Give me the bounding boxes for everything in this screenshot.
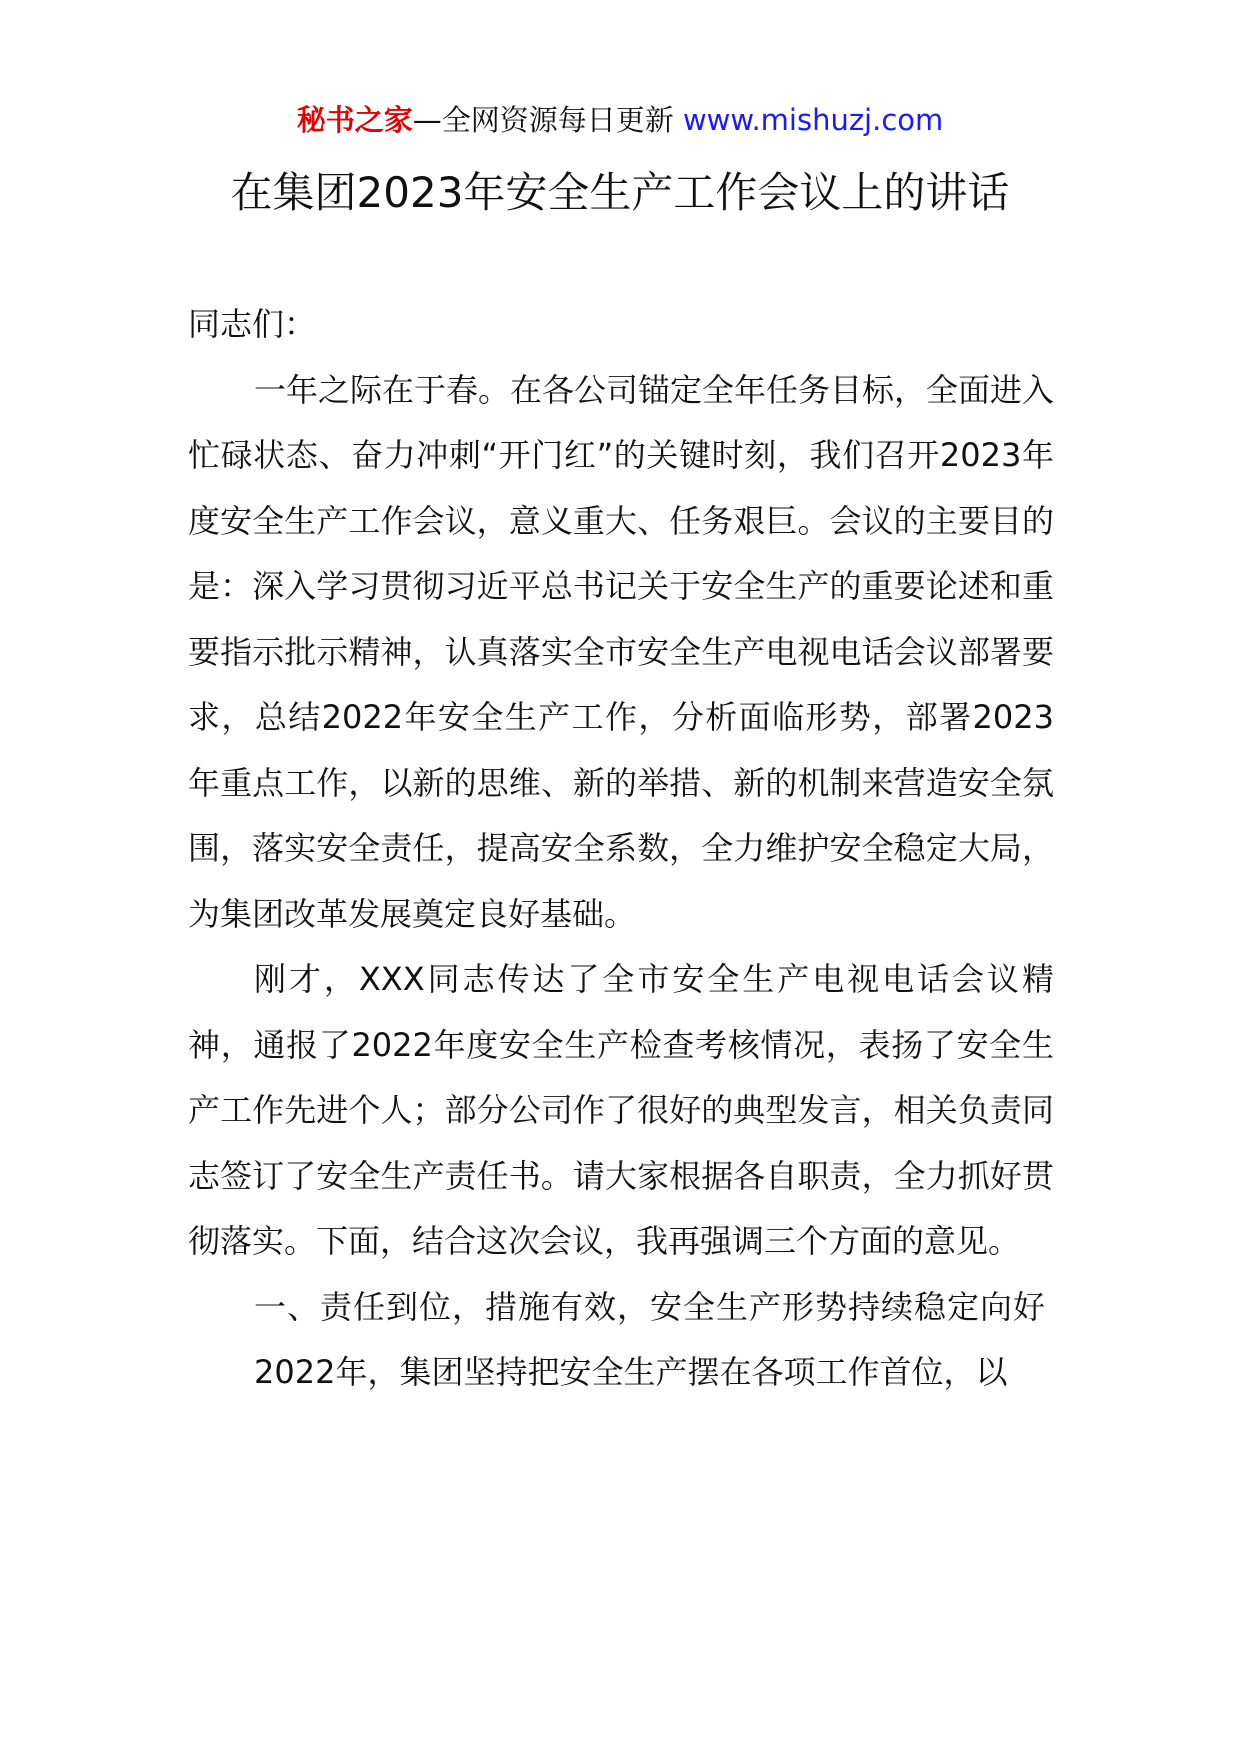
- banner-slogan: —全网资源每日更新: [412, 103, 674, 137]
- document-title: 在集团2023年安全生产工作会议上的讲话: [230, 168, 1010, 217]
- paragraph-2: 刚才，XXX同志传达了全市安全生产电视电话会议精神，通报了2022年度安全生产检查考核情况，表扬了安全生产工作先进个人；部分公司作了很好的典型发言，相关负责同志签订了安全生产责任书。请大家根据各自职责，全力抓好贯彻落实。下面，结合这次会议，我再强调三个方面的意见。: [188, 960, 1054, 1260]
- salutation: 同志们：: [188, 305, 317, 343]
- brand-name: 秘书之家: [296, 103, 413, 137]
- site-url-link[interactable]: www.mishuzj.com: [682, 103, 944, 137]
- site-banner: [0, 100, 1240, 140]
- paragraph-1: 一年之际在于春。在各公司锚定全年任务目标，全面进入忙碌状态、奋力冲刺“开门红”的关键时刻，我们召开2023年度安全生产工作会议，意义重大、任务艰巨。会议的主要目的是：深入学习贯彻习近平总书记关于安全生产的重要论述和重要指示批示精神，认真落实全市安全生产电视电话会议部署要求，总结2022年安全生产工作，分析面临形势，部署2023年重点工作，以新的思维、新的举措、新的机制来营造安全氛围，落实安全责任，提高安全系数，全力维护安全稳定大局，为集团改革发展奠定良好基础。: [188, 370, 1055, 933]
- paragraph-3: 2022年，集团坚持把安全生产摆在各项工作首位，以: [254, 1353, 1008, 1391]
- section-heading: 一、责任到位，措施有效，安全生产形势持续稳定向好: [254, 1287, 1047, 1326]
- document-body: [188, 292, 1054, 1406]
